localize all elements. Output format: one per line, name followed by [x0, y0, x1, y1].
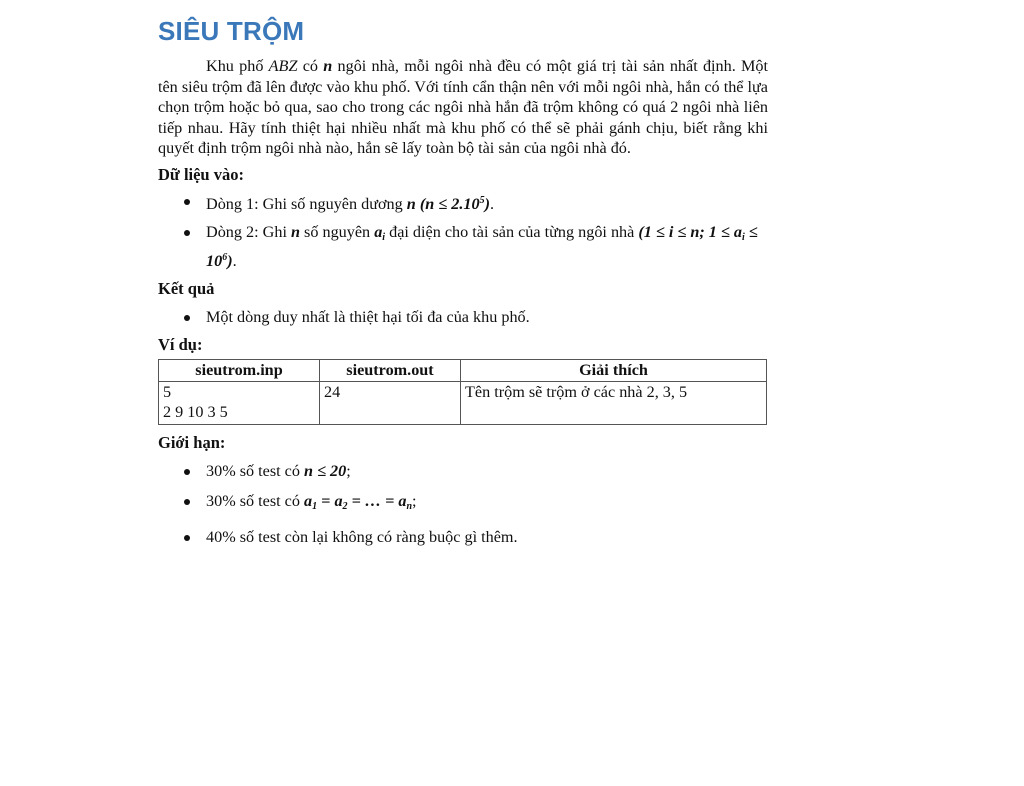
example-heading: Ví dụ:	[158, 334, 203, 354]
constraint: )	[227, 251, 233, 270]
statement-text: ngôi nhà, mỗi ngôi nhà đều có một giá trị tài sản nhất định. Một tên siêu trộm đã lên được vào khu phố. Với tính cẩn thận nên với mỗi ngôi nhà, hắn có thể lựa chọn trộm hoặc bỏ qua, sao cho trong các ngôi nhà hắn đã trộm không có quá 2 ngôi nhà liên tiếp nhau. Hãy tính thiệt hại nhiều nhất mà khu phố có thể sẽ phải gánh chịu, biết rằng khi quyết định trộm ngôi nhà nào, hắn sẽ lấy toàn bộ tài sản của ngôi nhà đó.	[158, 57, 769, 157]
var-a: a	[304, 491, 313, 510]
exponent: 6	[222, 251, 228, 263]
item-text: Dòng 1: Ghi số nguyên dương	[206, 194, 407, 213]
subscript: 1	[312, 500, 318, 512]
subscript: i	[382, 231, 386, 243]
limits-section	[158, 433, 768, 547]
constraint: )	[484, 194, 490, 213]
item-text: đại diện cho tài sản của từng ngôi nhà	[385, 222, 639, 241]
limits-heading: Giới hạn:	[158, 432, 226, 452]
problem-title: SIÊU TRỘM	[158, 16, 305, 46]
output-list	[158, 307, 768, 327]
input-line: 5	[163, 382, 172, 401]
item-text: 30% số test có	[206, 461, 305, 480]
item-text: Dòng 2: Ghi	[206, 222, 291, 241]
item-text: ;	[412, 491, 417, 510]
input-list	[158, 191, 768, 271]
bullet-icon	[184, 535, 190, 541]
table-header-row	[159, 359, 767, 381]
var-n: n	[290, 222, 300, 241]
constraint: (n ≤ 2.10	[415, 194, 480, 213]
constraint: ≤ 10	[206, 222, 758, 270]
item-text: Một dòng duy nhất là thiệt hại tối đa của khu phố.	[206, 307, 530, 326]
bullet-icon	[184, 315, 190, 321]
column-header-input: sieutrom.inp	[159, 359, 320, 381]
var-n: n	[323, 57, 333, 75]
output-heading: Kết quả	[158, 278, 215, 298]
bullet-icon	[184, 469, 190, 475]
bullet-icon	[184, 499, 190, 505]
bullet-icon	[184, 230, 190, 236]
output-item	[182, 307, 768, 327]
subscript: 2	[342, 500, 348, 512]
limit-item	[182, 461, 768, 481]
table-row	[159, 381, 767, 424]
item-text: ;	[346, 461, 351, 480]
cell-input	[159, 381, 320, 424]
limits-list	[158, 461, 768, 547]
constraint: n ≤ 20	[304, 461, 347, 480]
example-table	[158, 359, 767, 425]
var-a: a	[374, 222, 383, 241]
constraint: (1 ≤ i ≤ n; 1 ≤ a	[638, 222, 742, 241]
input-line: 2 9 10 3 5	[163, 402, 228, 421]
street-name: ABZ	[268, 57, 298, 75]
input-line-1	[182, 191, 768, 214]
constraint: =	[317, 491, 335, 510]
item-text: .	[489, 194, 494, 213]
var-n: n	[406, 194, 416, 213]
var-a: a	[398, 491, 407, 510]
statement-text: Khu phố	[206, 57, 269, 75]
item-text: .	[232, 251, 237, 270]
example-section	[158, 335, 768, 425]
input-section	[158, 165, 768, 271]
subscript: n	[406, 500, 413, 512]
problem-statement	[158, 56, 768, 159]
exponent: 5	[479, 194, 485, 206]
cell-explanation: Tên trộm sẽ trộm ở các nhà 2, 3, 5	[461, 381, 767, 424]
item-text: số nguyên	[300, 222, 375, 241]
subscript: i	[741, 231, 745, 243]
limit-item	[182, 491, 768, 517]
output-section	[158, 279, 768, 327]
constraint: = … =	[347, 491, 399, 510]
input-heading: Dữ liệu vào:	[158, 164, 244, 184]
input-line-2	[182, 222, 768, 271]
document-page	[158, 12, 768, 547]
item-text: 30% số test có	[206, 491, 305, 510]
var-a: a	[334, 491, 343, 510]
limit-item	[182, 527, 768, 547]
item-text: 40% số test còn lại không có ràng buộc gì thêm.	[206, 527, 518, 546]
column-header-output: sieutrom.out	[320, 359, 461, 381]
cell-output: 24	[320, 381, 461, 424]
column-header-explanation: Giải thích	[461, 359, 767, 381]
bullet-icon	[184, 199, 190, 205]
statement-text: có	[297, 57, 324, 75]
